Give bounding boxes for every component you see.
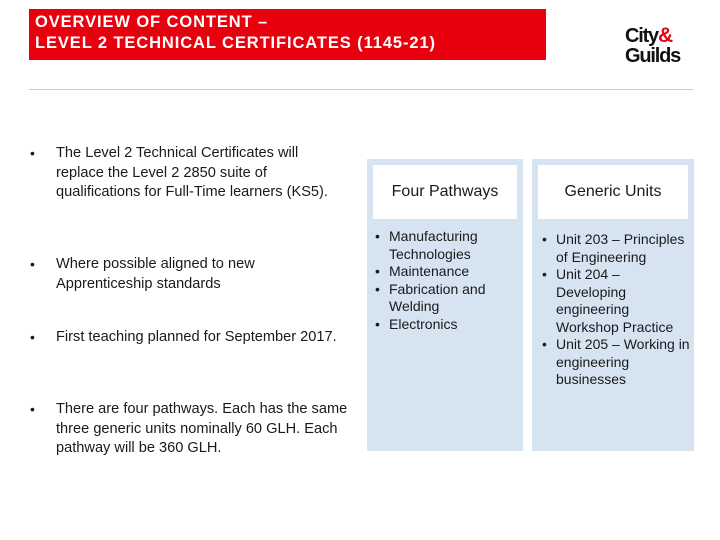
- generic-unit-item: Unit 203 – Principles of Engineering: [556, 231, 685, 265]
- bullet-marker: •: [30, 329, 35, 345]
- generic-units-heading: Generic Units: [538, 165, 688, 219]
- slide-title-banner: [29, 9, 546, 60]
- city-and-guilds-logo: [625, 26, 695, 72]
- list-item: [373, 228, 519, 263]
- logo-line-1: [625, 26, 695, 46]
- pathway-item: Maintenance: [389, 263, 470, 279]
- bullet-marker: •: [375, 280, 380, 297]
- bullet-marker: •: [542, 266, 547, 282]
- slide-title-line-2: LEVEL 2 TECHNICAL CERTIFICATES (1145-21): [35, 34, 436, 52]
- list-item: [540, 231, 690, 266]
- bullet-marker: •: [30, 256, 35, 272]
- bullet-marker: •: [375, 263, 380, 279]
- overview-bullet: [30, 400, 350, 459]
- header-divider: [29, 89, 693, 90]
- list-item: [373, 281, 519, 316]
- pathways-heading: Four Pathways: [373, 165, 517, 219]
- logo-ampersand: &: [657, 24, 672, 47]
- pathway-item: Fabrication and Welding: [389, 280, 486, 314]
- overview-bullet-text: First teaching planned for September 2017.: [56, 329, 337, 345]
- bullet-marker: •: [375, 228, 380, 244]
- pathway-item: Manufacturing Technologies: [389, 228, 478, 262]
- bullet-marker: •: [542, 231, 547, 247]
- bullet-marker: •: [30, 145, 35, 161]
- generic-units-list: [540, 231, 690, 389]
- overview-bullet-text: The Level 2 Technical Certificates will replace the Level 2 2850 suite of qualifications for Full-Time learners (KS5).: [56, 145, 328, 200]
- slide-title-line-1: OVERVIEW OF CONTENT –: [35, 13, 269, 31]
- bullet-marker: •: [30, 401, 35, 417]
- list-item: [373, 263, 519, 281]
- list-item: [540, 266, 690, 336]
- logo-word-city: City: [625, 25, 658, 47]
- generic-unit-item: Unit 205 – Working in engineering businesses: [556, 336, 690, 387]
- list-item: [540, 336, 690, 389]
- overview-bullet: [30, 328, 350, 348]
- pathway-item: Electronics: [389, 315, 458, 332]
- overview-bullet: [30, 255, 350, 294]
- pathways-list: [373, 228, 519, 333]
- bullet-marker: •: [375, 315, 380, 332]
- overview-bullet: [30, 144, 350, 203]
- list-item: [373, 316, 519, 334]
- generic-unit-item: Unit 204 – Developing engineering Workshop Practice: [556, 266, 674, 335]
- logo-word-guilds: Guilds: [625, 45, 681, 67]
- bullet-marker: •: [542, 336, 547, 352]
- overview-bullet-text: Where possible aligned to new Apprenticeship standards: [56, 256, 255, 292]
- overview-bullet-text: There are four pathways. Each has the same three generic units nominally 60 GLH. Each pathway will be 360 GLH.: [56, 401, 348, 456]
